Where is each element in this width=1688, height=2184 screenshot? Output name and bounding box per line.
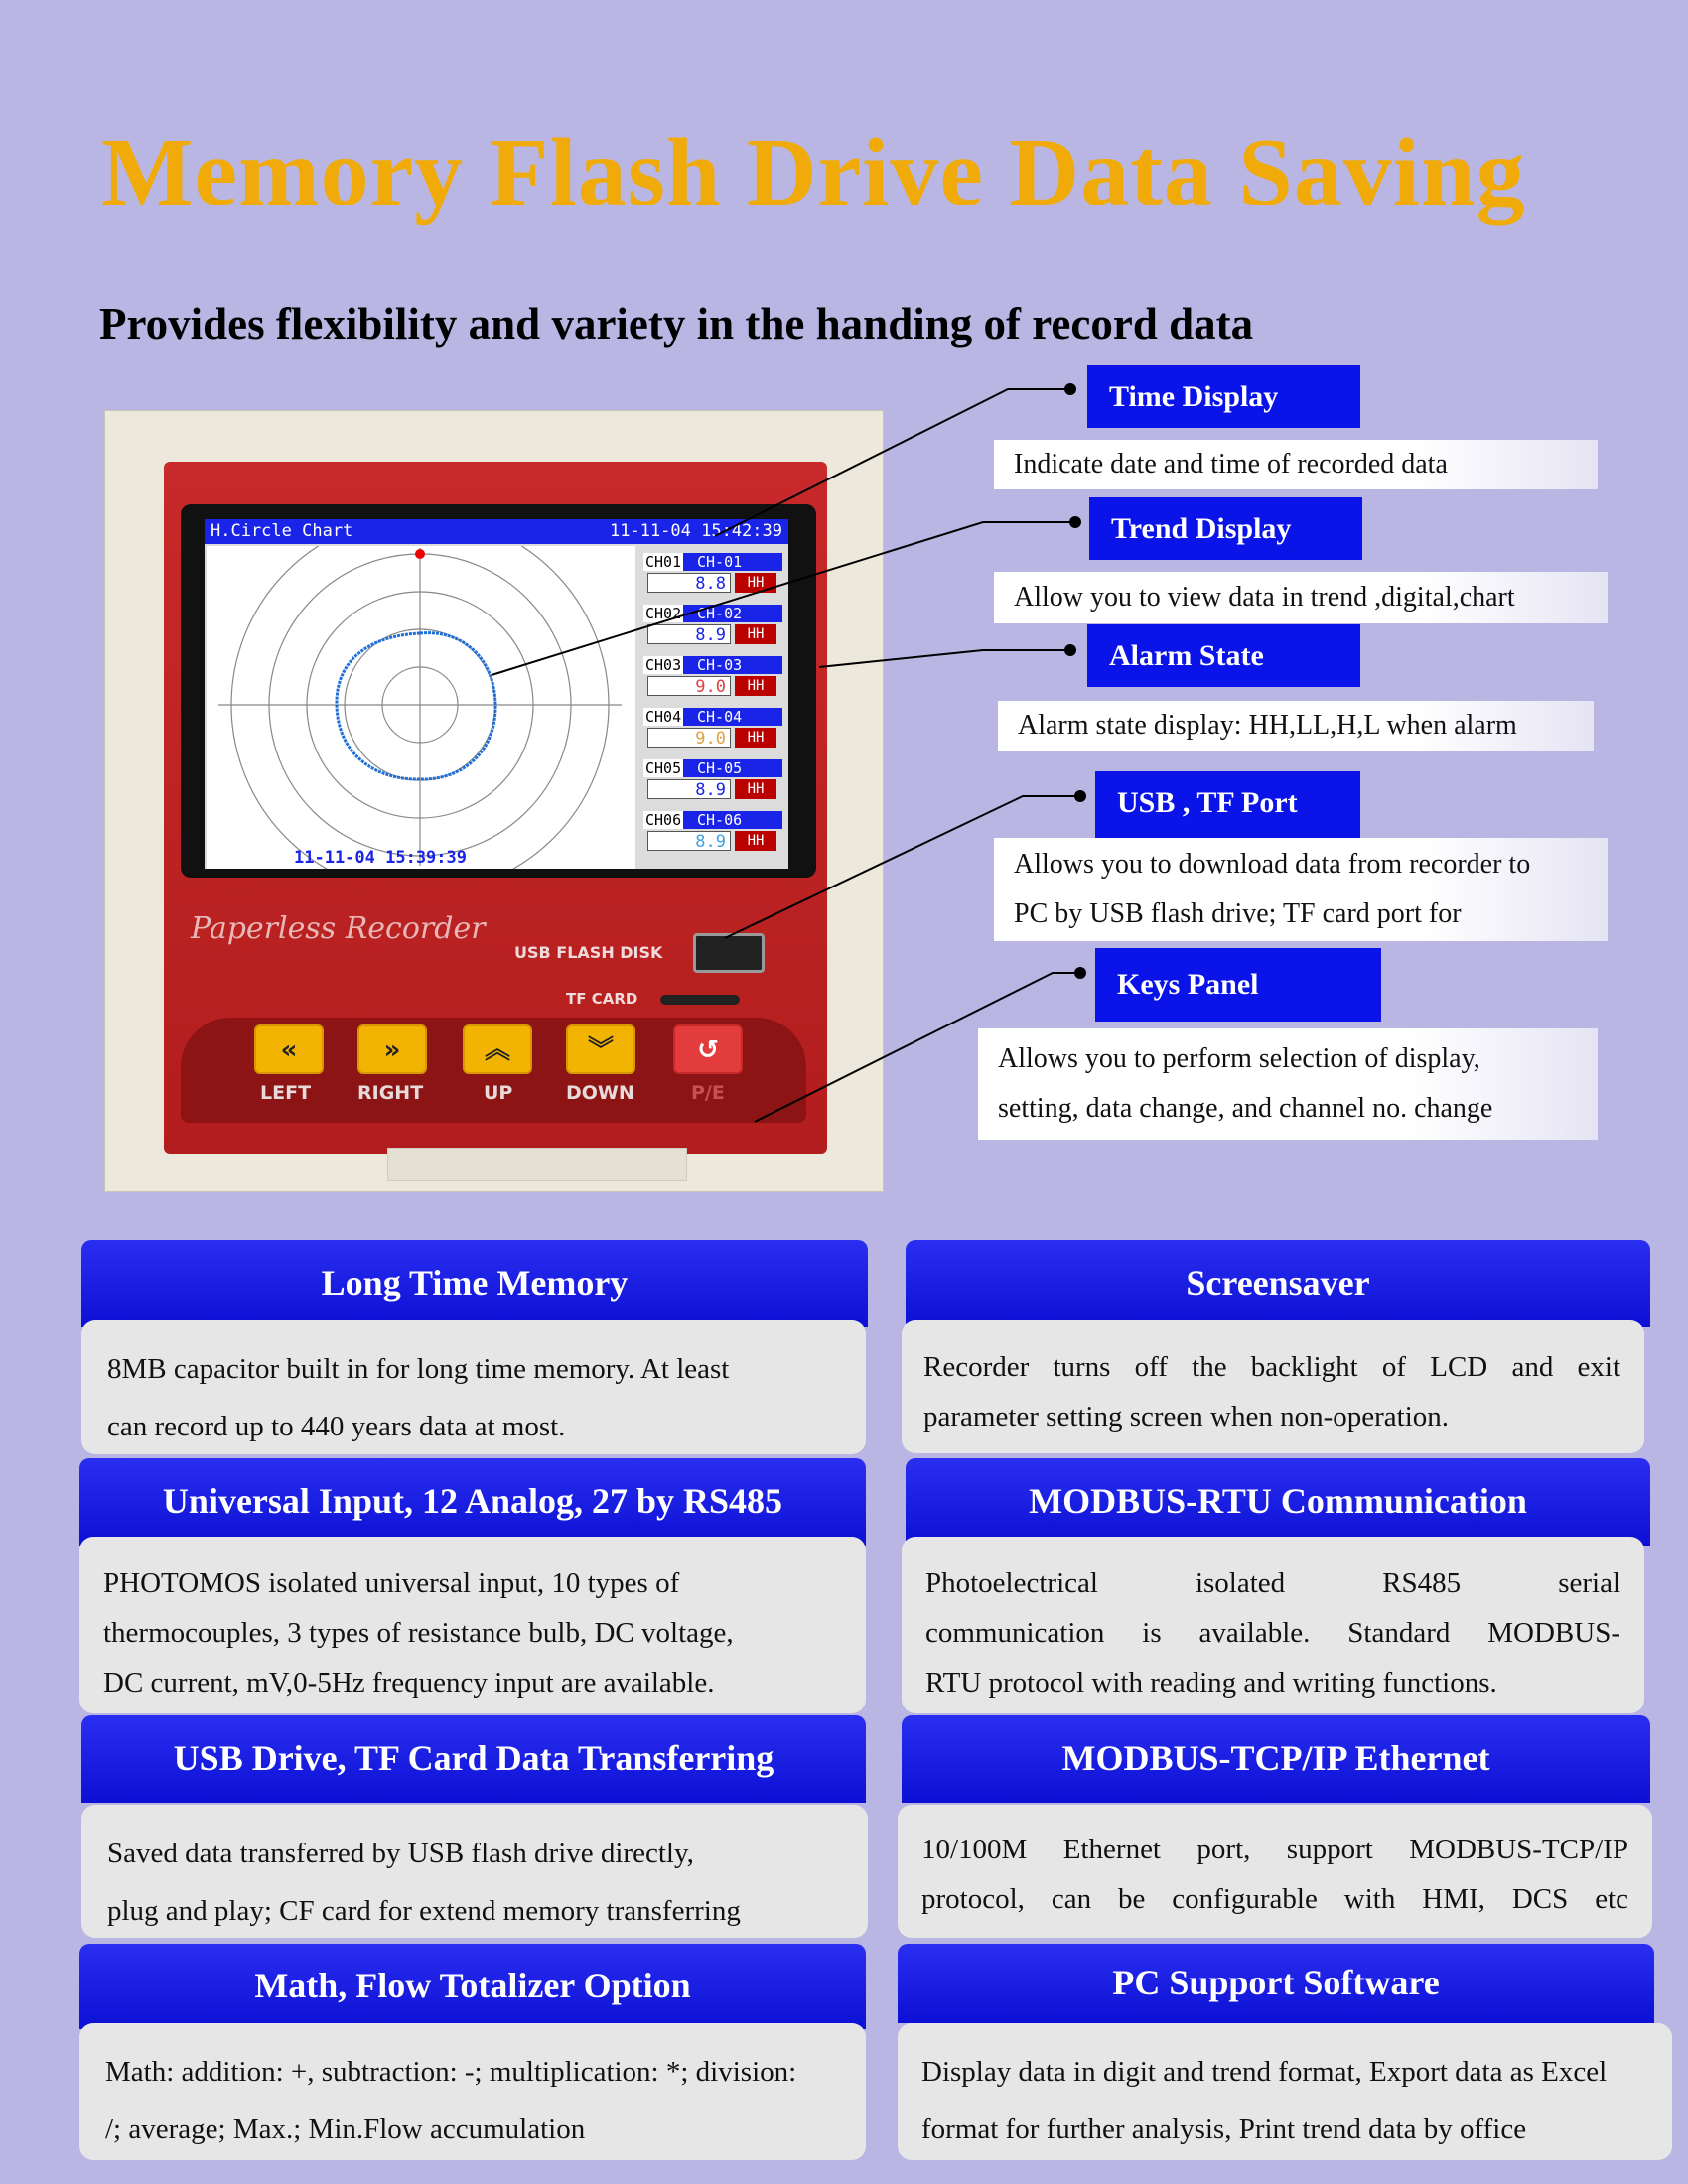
feature-line: protocol, can be configurable with HMI, DCS etc — [921, 1883, 1628, 1915]
callout-time-display: Time Display — [1087, 365, 1360, 428]
channel-value: 8.9 — [647, 779, 731, 799]
callout-alarm-state-desc — [998, 701, 1594, 751]
feature-line: /; average; Max.; Min.Flow accumulation — [105, 2114, 586, 2145]
channel-alarm: HH — [735, 573, 776, 593]
callout-desc-line: PC by USB flash drive; TF card port for — [1014, 898, 1462, 929]
feature-line: plug and play; CF card for extend memory transferring — [107, 1895, 741, 1927]
callout-usb-tf-port-desc — [994, 838, 1608, 941]
callout-desc-line: Indicate date and time of recorded data — [1014, 449, 1448, 479]
channel-id: CH04 — [645, 708, 682, 726]
feature-modbus-rtu-body — [902, 1537, 1644, 1713]
feature-universal-input-title: Universal Input, 12 Analog, 27 by RS485 — [79, 1458, 866, 1546]
feature-modbus-tcp-title: MODBUS-TCP/IP Ethernet — [902, 1715, 1650, 1803]
channel-alarm: HH — [735, 624, 776, 644]
callout-desc-line: Allows you to download data from recorder to — [1014, 849, 1531, 880]
key-label-up: UP — [484, 1082, 513, 1104]
callout-keys-panel: Keys Panel — [1095, 948, 1381, 1022]
channel-id: CH06 — [645, 811, 682, 829]
feature-line: thermocouples, 3 types of resistance bulb, DC voltage, — [103, 1617, 734, 1649]
feature-line: Math: addition: +, subtraction: -; multiplication: *; division: — [105, 2056, 797, 2088]
lcd-clock: 11-11-04 15:42:39 — [610, 521, 782, 541]
channel-name: CH-02 — [697, 605, 743, 622]
feature-modbus-tcp-body — [898, 1805, 1652, 1938]
channel-alarm: HH — [735, 779, 776, 799]
callout-desc-line: Allows you to perform selection of display, — [998, 1043, 1480, 1074]
feature-universal-input-body — [79, 1537, 866, 1713]
callout-keys-panel-desc — [978, 1028, 1598, 1140]
channel-name: CH-01 — [697, 553, 743, 571]
feature-line: 10/100M Ethernet port, support MODBUS-TCP/IP — [921, 1834, 1628, 1865]
callout-alarm-state: Alarm State — [1087, 624, 1360, 687]
feature-pc-software-body — [898, 2023, 1672, 2160]
feature-screensaver-title: Screensaver — [906, 1240, 1650, 1327]
feature-line: 8MB capacitor built in for long time memory. At least — [107, 1353, 730, 1385]
feature-modbus-rtu-title: MODBUS-RTU Communication — [906, 1458, 1650, 1546]
feature-long-time-memory-title: Long Time Memory — [81, 1240, 868, 1327]
right-chevrons-icon: » — [383, 1035, 401, 1065]
device-brand: Paperless Recorder — [191, 911, 486, 946]
channel-name: CH-04 — [697, 708, 743, 726]
callout-trend-display: Trend Display — [1089, 497, 1362, 560]
callout-desc-line: Allow you to view data in trend ,digital,chart — [1014, 582, 1515, 613]
channel-value: 8.8 — [647, 573, 731, 593]
feature-long-time-memory-body — [81, 1320, 866, 1454]
channel-value: 8.9 — [647, 831, 731, 851]
callout-usb-tf-port: USB , TF Port — [1095, 771, 1360, 841]
callout-desc-line: Alarm state display: HH,LL,H,L when alarm — [1018, 710, 1517, 741]
channel-id: CH05 — [645, 759, 682, 777]
usb-port-label: USB FLASH DISK — [514, 943, 663, 962]
return-icon: ↺ — [697, 1035, 719, 1065]
callout-time-display-desc — [994, 440, 1598, 489]
feature-line: parameter setting screen when non-operation. — [923, 1401, 1450, 1433]
feature-usb-drive-title: USB Drive, TF Card Data Transferring — [81, 1715, 866, 1803]
feature-pc-software-title: PC Support Software — [898, 1944, 1654, 2023]
feature-line: Recorder turns off the backlight of LCD and exit — [923, 1351, 1620, 1383]
key-label-pe: P/E — [691, 1082, 725, 1104]
feature-math-flow-body — [79, 2023, 866, 2160]
feature-line: Display data in digit and trend format, Export data as Excel — [921, 2056, 1608, 2088]
feature-line: PHOTOMOS isolated universal input, 10 types of — [103, 1568, 680, 1599]
lcd-bottom-time: 11-11-04 15:39:39 — [294, 848, 467, 868]
channel-id: CH01 — [645, 553, 682, 571]
channel-name: CH-05 — [697, 759, 743, 777]
callout-trend-display-desc — [994, 572, 1608, 623]
key-label-right: RIGHT — [357, 1082, 424, 1104]
channel-value: 8.9 — [647, 624, 731, 644]
feature-line: RTU protocol with reading and writing functions. — [925, 1667, 1497, 1699]
channel-name: CH-03 — [697, 656, 743, 674]
page-subtitle: Provides flexibility and variety in the handing of record data — [99, 299, 1254, 348]
left-chevrons-icon: « — [280, 1035, 298, 1065]
feature-line: can record up to 440 years data at most. — [107, 1411, 566, 1442]
channel-alarm: HH — [735, 676, 776, 696]
feature-line: communication is available. Standard MODBUS- — [925, 1617, 1620, 1649]
feature-math-flow-title: Math, Flow Totalizer Option — [79, 1944, 866, 2029]
page-title: Memory Flash Drive Data Saving — [101, 119, 1526, 226]
channel-name: CH-06 — [697, 811, 743, 829]
callout-desc-line: setting, data change, and channel no. change — [998, 1093, 1493, 1124]
channel-value: 9.0 — [647, 676, 731, 696]
feature-line: Saved data transferred by USB flash drive directly, — [107, 1838, 694, 1869]
channel-id: CH03 — [645, 656, 682, 674]
down-chevrons-icon: ︾ — [587, 1035, 614, 1065]
tf-card-label: TF CARD — [566, 990, 638, 1008]
up-chevrons-icon: ︽ — [484, 1035, 510, 1065]
key-label-down: DOWN — [566, 1082, 634, 1104]
feature-usb-drive-body — [81, 1805, 868, 1938]
channel-alarm: HH — [735, 831, 776, 851]
lcd-screen-title: H.Circle Chart — [211, 521, 353, 541]
key-label-left: LEFT — [260, 1082, 312, 1104]
feature-screensaver-body — [902, 1320, 1644, 1453]
feature-line: DC current, mV,0-5Hz frequency input are available. — [103, 1667, 715, 1699]
channel-id: CH02 — [645, 605, 682, 622]
channel-value: 9.0 — [647, 728, 731, 748]
channel-alarm: HH — [735, 728, 776, 748]
feature-line: Photoelectrical isolated RS485 serial — [925, 1568, 1620, 1599]
feature-line: format for further analysis, Print trend data by office — [921, 2114, 1527, 2145]
